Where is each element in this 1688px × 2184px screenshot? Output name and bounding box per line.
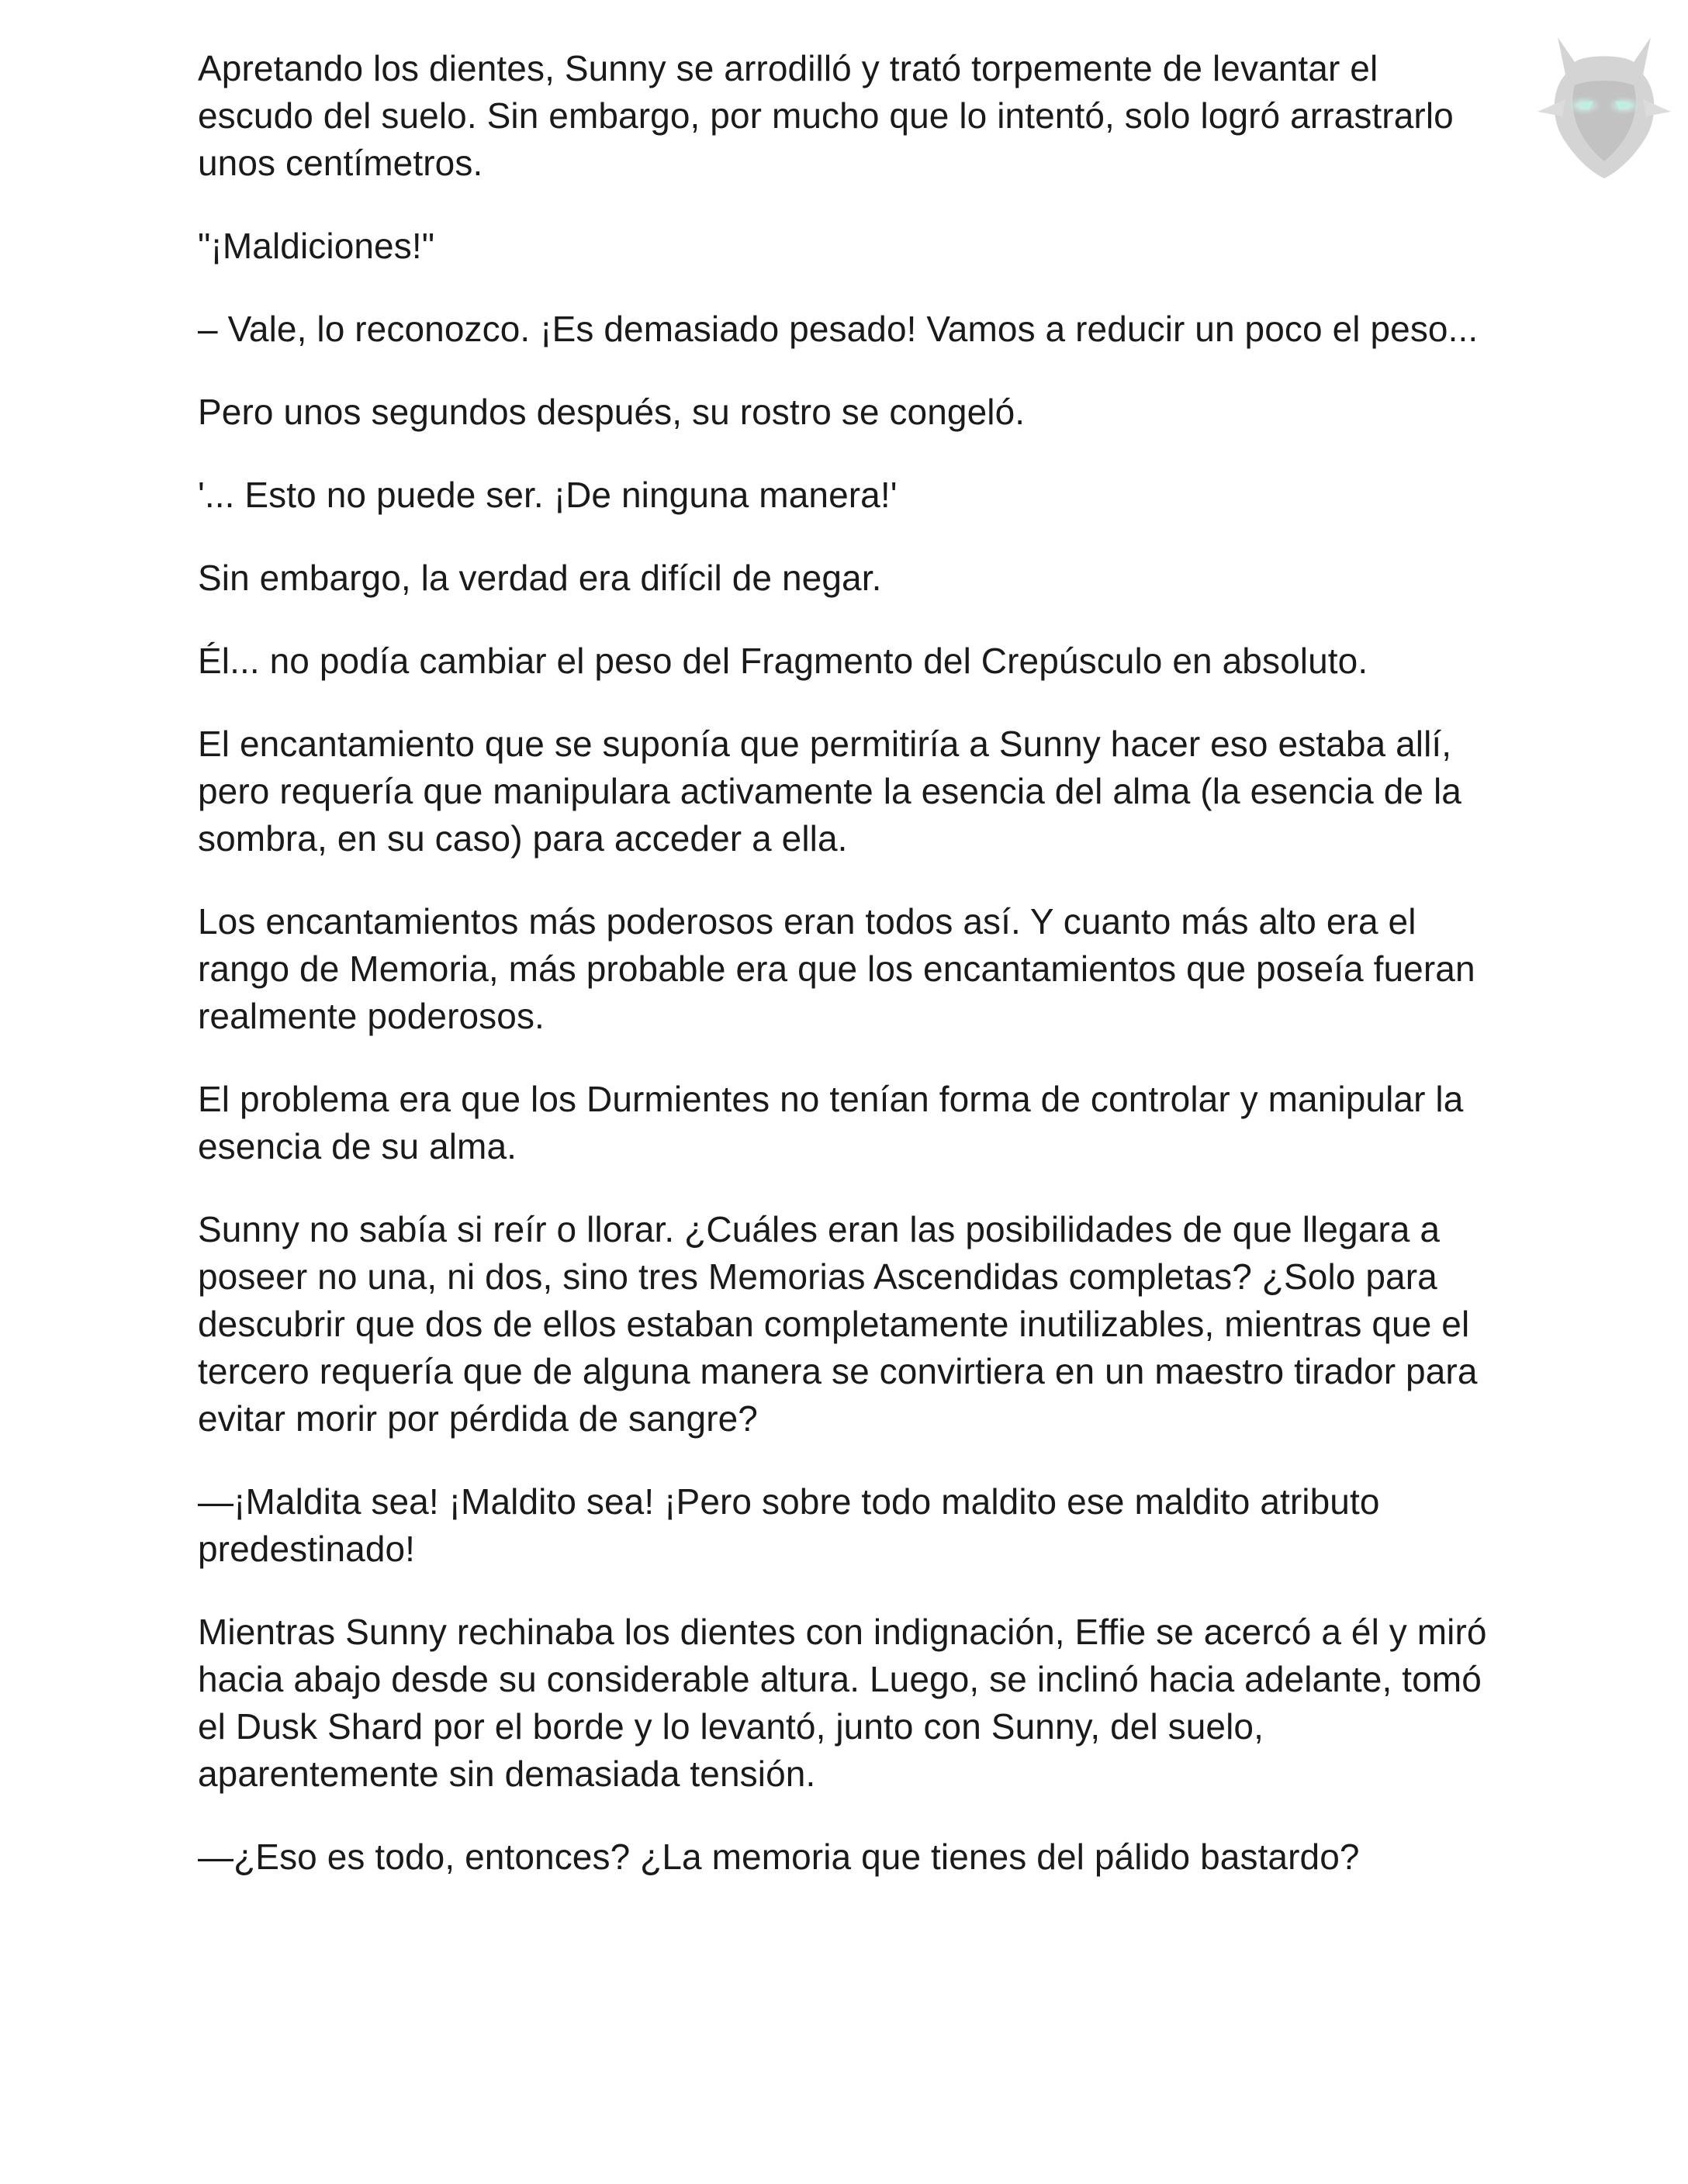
paragraph-7: Él... no podía cambiar el peso del Fragmento del Crepúsculo en absoluto. [198,641,1368,681]
paragraph-11: Sunny no sabía si reír o llorar. ¿Cuáles eran las posibilidades de que llegara a poseer no una, ni dos, sino tres Memorias Ascendidas completas? ¿Solo para descubrir que dos de ellos estaban completamente inutilizables, mientras que el tercero requería que de alguna manera se convirtiera en un maestro tirador para evitar morir por pérdida de sangre? [198,1209,1478,1439]
paragraph-9: Los encantamientos más poderosos eran todos así. Y cuanto más alto era el rango de Memoria, más probable era que los encantamientos que poseía fueran realmente poderosos. [198,901,1475,1036]
paragraph-13: Mientras Sunny rechinaba los dientes con indignación, Effie se acercó a él y miró hacia abajo desde su considerable altura. Luego, se inclinó hacia adelante, tomó el Dusk Shard por el borde y lo levantó, junto con Sunny, del suelo, aparentemente sin demasiada tensión. [198,1612,1487,1794]
paragraph-4: Pero unos segundos después, su rostro se congeló. [198,392,1026,432]
paragraph-10: El problema era que los Durmientes no tenían forma de controlar y manipular la esencia de su alma. [198,1079,1464,1166]
paragraph-2: "¡Maldiciones!" [198,226,435,266]
paragraph-1: Apretando los dientes, Sunny se arrodilló y trató torpemente de levantar el escudo del suelo. Sin embargo, por mucho que lo intentó, solo logró arrastrarlo unos centímetros. [198,48,1454,183]
chapter-text [198,45,1501,1916]
paragraph-8: El encantamiento que se suponía que permitiría a Sunny hacer eso estaba allí, pero requería que manipulara activamente la esencia del alma (la esencia de la sombra, en su caso) para acceder a ella. [198,724,1461,859]
demon-head-logo-icon [1527,14,1682,185]
paragraph-6: Sin embargo, la verdad era difícil de negar. [198,558,882,598]
paragraph-14: —¿Eso es todo, entonces? ¿La memoria que tienes del pálido bastardo? [198,1837,1360,1877]
paragraph-12: —¡Maldita sea! ¡Maldito sea! ¡Pero sobre todo maldito ese maldito atributo predestinado! [198,1481,1380,1569]
paragraph-3: – Vale, lo reconozco. ¡Es demasiado pesado! Vamos a reducir un poco el peso... [198,309,1479,349]
paragraph-5: '... Esto no puede ser. ¡De ninguna manera!' [198,475,898,515]
